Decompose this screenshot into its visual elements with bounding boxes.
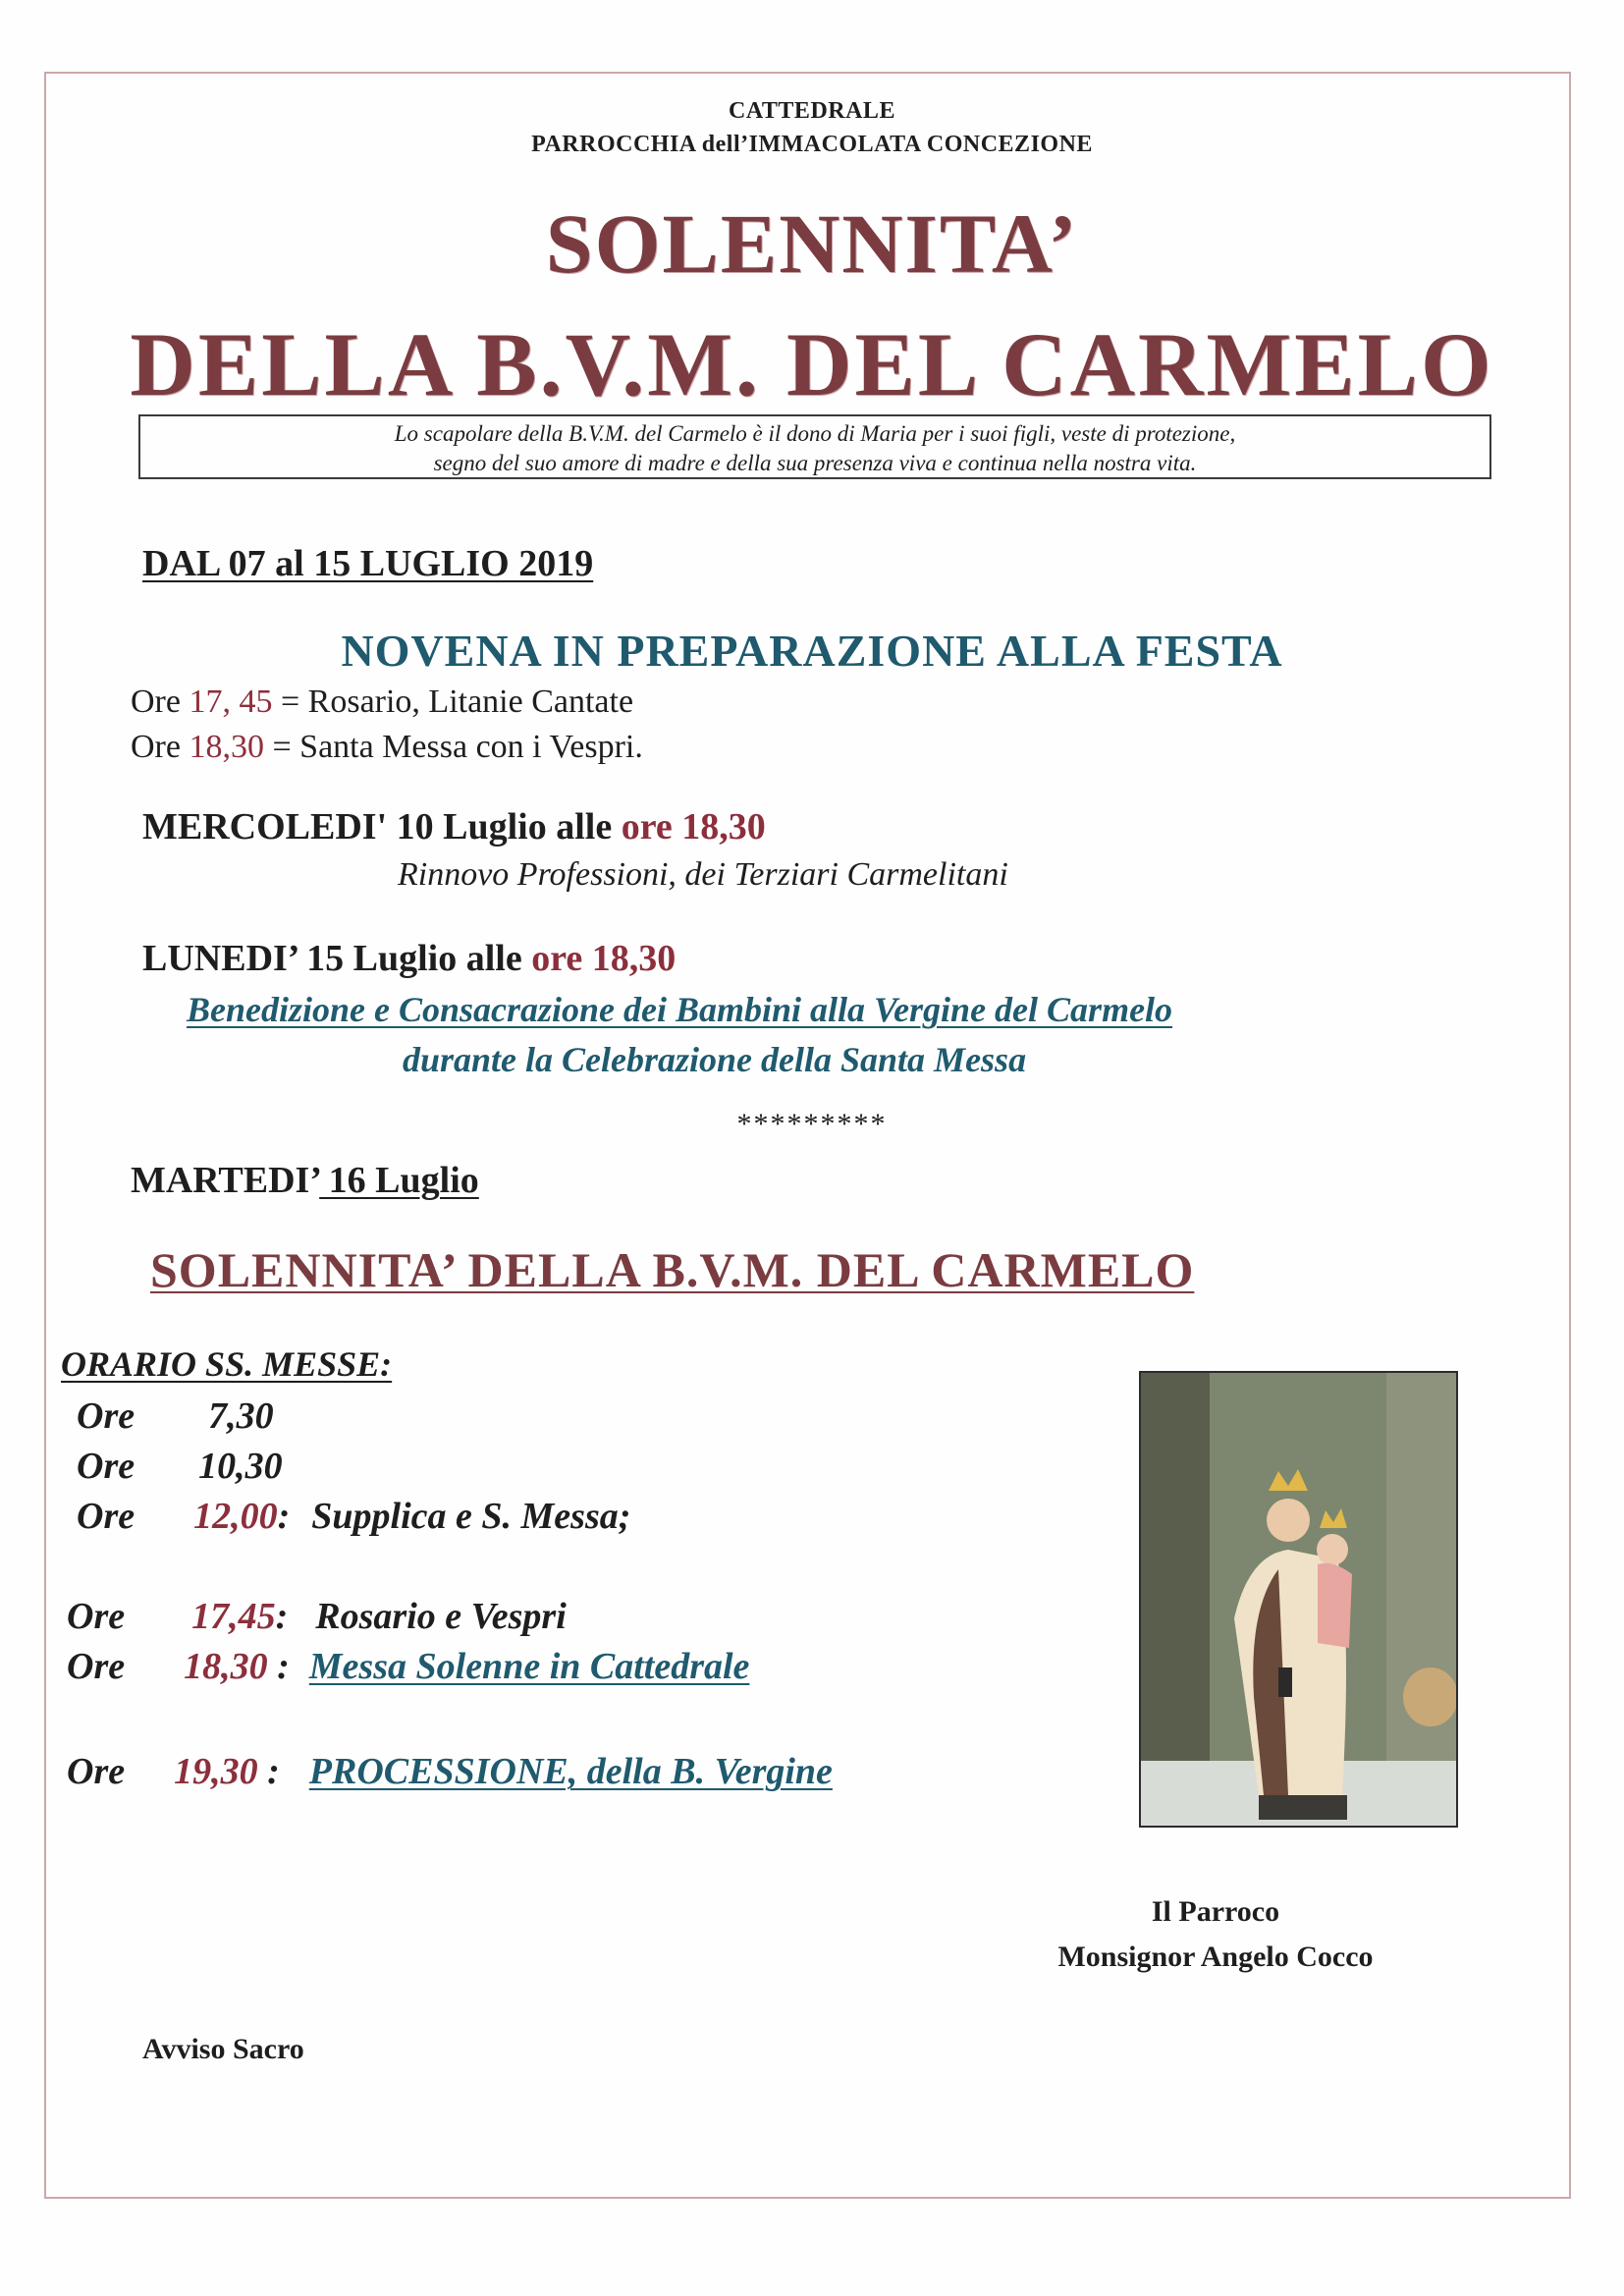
martedi-day: MARTEDI’	[131, 1160, 320, 1201]
orario-ore: Ore	[77, 1446, 135, 1487]
mercoledi-desc: Rinnovo Professioni, dei Terziari Carmelitani	[398, 856, 1008, 893]
orario-time: 17,45	[191, 1596, 276, 1637]
martedi-title: SOLENNITA’ DELLA B.V.M. DEL CARMELO	[150, 1242, 1195, 1297]
signature-name: Monsignor Angelo Cocco	[1057, 1941, 1374, 1973]
martedi-date: 16 Luglio	[319, 1160, 479, 1201]
signature-title: Il Parroco	[1151, 1895, 1280, 1928]
mercoledi-day: MERCOLEDI' 10 Luglio	[142, 806, 547, 847]
orario-ore: Ore	[67, 1751, 126, 1792]
novena-time: 17, 45	[189, 683, 273, 720]
footer-notice: Avviso Sacro	[142, 2033, 304, 2065]
mercoledi-line: MERCOLEDI' 10 Luglio alle ore 18,30	[142, 806, 766, 847]
novena-activity: Santa Messa con i Vespri.	[299, 729, 643, 765]
lunedi-time: ore 18,30	[531, 938, 677, 979]
parish-name: PARROCCHIA dell’IMMACOLATA CONCEZIONE	[531, 132, 1093, 157]
lunedi-line: LUNEDI’ 15 Luglio alle ore 18,30	[142, 938, 677, 979]
novena-time: 18,30	[189, 729, 264, 765]
orario-time: 7,30	[208, 1395, 274, 1437]
orario-time: 19,30	[174, 1751, 258, 1792]
orario-ore: Ore	[77, 1395, 135, 1437]
orario-heading: ORARIO SS. MESSE:	[61, 1344, 393, 1384]
orario-time: 18,30	[184, 1646, 268, 1687]
intro-line1: Lo scapolare della B.V.M. del Carmelo è il dono di Maria per i suoi figli, veste di protezione,	[394, 421, 1236, 446]
novena-activity: Rosario, Litanie Cantate	[307, 683, 634, 720]
novena-dates: DAL 07 al 15 LUGLIO 2019	[142, 543, 594, 584]
lunedi-desc1: Benedizione e Consacrazione dei Bambini alla Vergine del Carmelo	[187, 990, 1173, 1029]
orario-activity: Messa Solenne in Cattedrale	[308, 1646, 750, 1687]
orario-activity: Rosario e Vespri	[315, 1596, 567, 1637]
lunedi-day: LUNEDI’ 15 Luglio	[142, 938, 458, 979]
orario-row: Ore 12,00: Supplica e S. Messa;	[77, 1496, 631, 1537]
madonna-photo	[1139, 1371, 1458, 1828]
orario-row	[77, 1394, 274, 1438]
orario-ore: Ore	[77, 1496, 135, 1537]
novena-row: Ore 17, 45 = Rosario, Litanie Cantate	[131, 683, 634, 720]
orario-time: 10,30	[198, 1446, 283, 1487]
orario-ore: Ore	[67, 1646, 126, 1687]
church-name: CATTEDRALE	[729, 98, 895, 124]
orario-time: 12,00	[193, 1496, 278, 1537]
madonna-statue-icon	[1141, 1373, 1458, 1828]
lunedi-desc2: durante la Celebrazione della Santa Messa	[403, 1040, 1027, 1079]
orario-ore: Ore	[67, 1596, 126, 1637]
main-title-line2: DELLA B.V.M. DEL CARMELO	[130, 314, 1494, 414]
novena-row: Ore 18,30 = Santa Messa con i Vespri.	[131, 729, 643, 765]
martedi-line	[131, 1159, 479, 1202]
novena-heading: NOVENA IN PREPARAZIONE ALLA FESTA	[341, 626, 1283, 676]
orario-activity: Supplica e S. Messa;	[311, 1496, 631, 1537]
orario-row: Ore 18,30 : Messa Solenne in Cattedrale	[67, 1646, 750, 1687]
orario-activity: PROCESSIONE, della B. Vergine	[308, 1751, 833, 1792]
separator: *********	[736, 1108, 888, 1140]
orario-row: Ore 17,45: Rosario e Vespri	[67, 1596, 567, 1637]
intro-box	[138, 414, 1491, 479]
mercoledi-time: ore 18,30	[621, 806, 766, 847]
orario-row	[77, 1445, 283, 1488]
orario-row: Ore 19,30 : PROCESSIONE, della B. Vergine	[67, 1751, 833, 1792]
intro-line2: segno del suo amore di madre e della sua presenza viva e continua nella nostra vita.	[433, 451, 1197, 475]
main-title-line1: SOLENNITA’	[545, 196, 1079, 291]
